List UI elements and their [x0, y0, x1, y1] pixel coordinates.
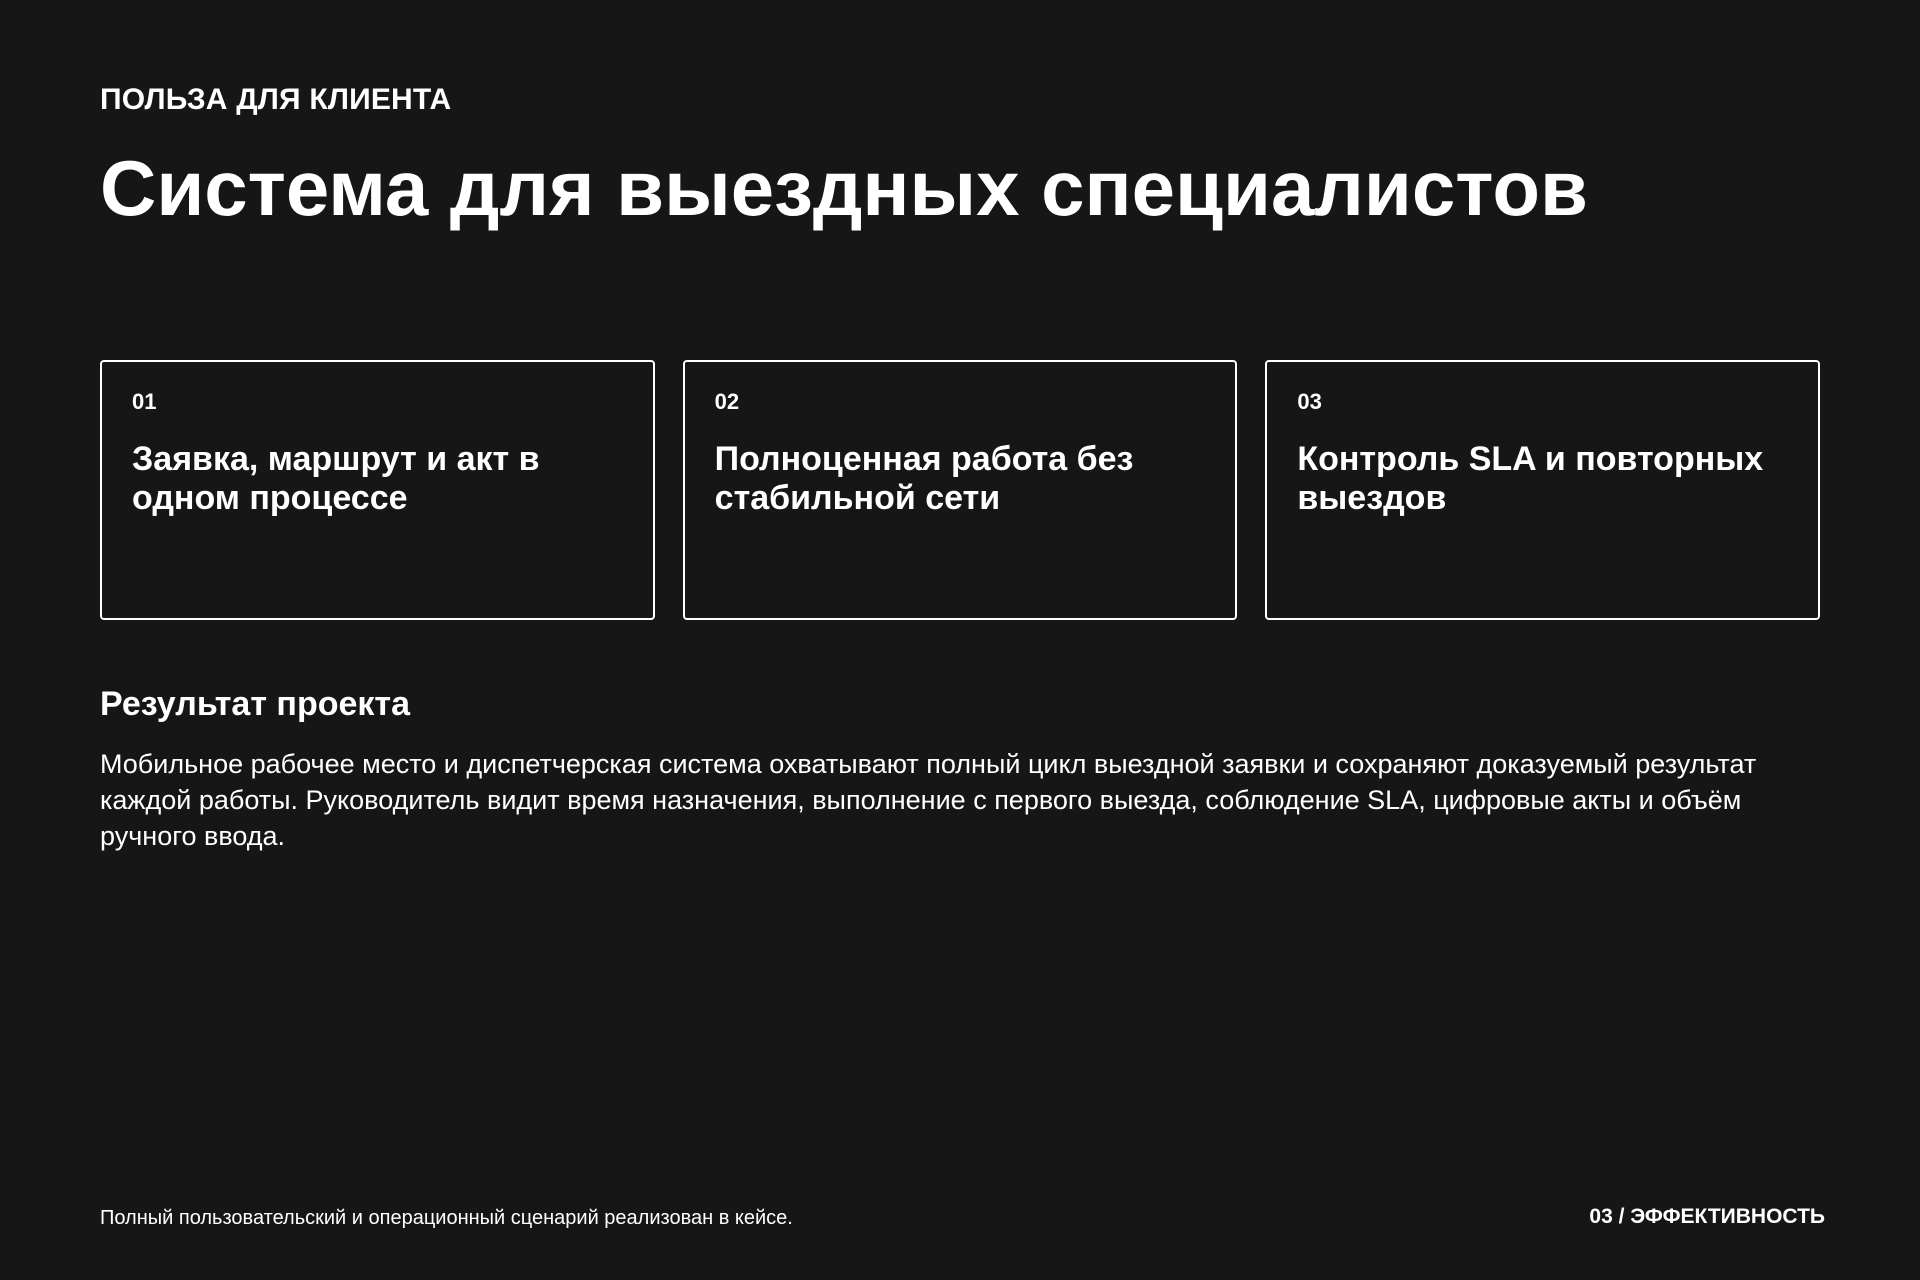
card-number: 02 [714, 389, 740, 414]
result-heading: Результат проекта [100, 685, 410, 723]
benefit-card-3 [1265, 360, 1820, 620]
benefit-cards [100, 360, 1820, 620]
footer-note: Полный пользовательский и операционный сценарий реализован в кейсе. [100, 1207, 793, 1229]
benefit-card-2 [683, 360, 1238, 620]
result-description: Мобильное рабочее место и диспетчерская система охватывают полный цикл выездной заявки и сохраняют доказуемый результат каждой работы. Руководитель видит время назначения, выполнение с первого выезда, соблюдение SLA, цифровые акты и объём ручного ввода. [100, 749, 1757, 851]
card-number: 03 [1297, 389, 1322, 414]
card-title: Полноценная работа без стабильной сети [714, 440, 1134, 517]
benefit-card-1 [100, 360, 655, 620]
card-number: 01 [132, 389, 157, 414]
card-title: Контроль SLA и повторных выездов [1297, 440, 1764, 517]
section-eyebrow: ПОЛЬЗА ДЛЯ КЛИЕНТА [100, 83, 452, 116]
card-title: Заявка, маршрут и акт в одном процессе [132, 440, 540, 517]
page-indicator: 03 / ЭФФЕКТИВНОСТЬ [1589, 1205, 1825, 1228]
page-title: Система для выездных специалистов [100, 144, 1588, 232]
